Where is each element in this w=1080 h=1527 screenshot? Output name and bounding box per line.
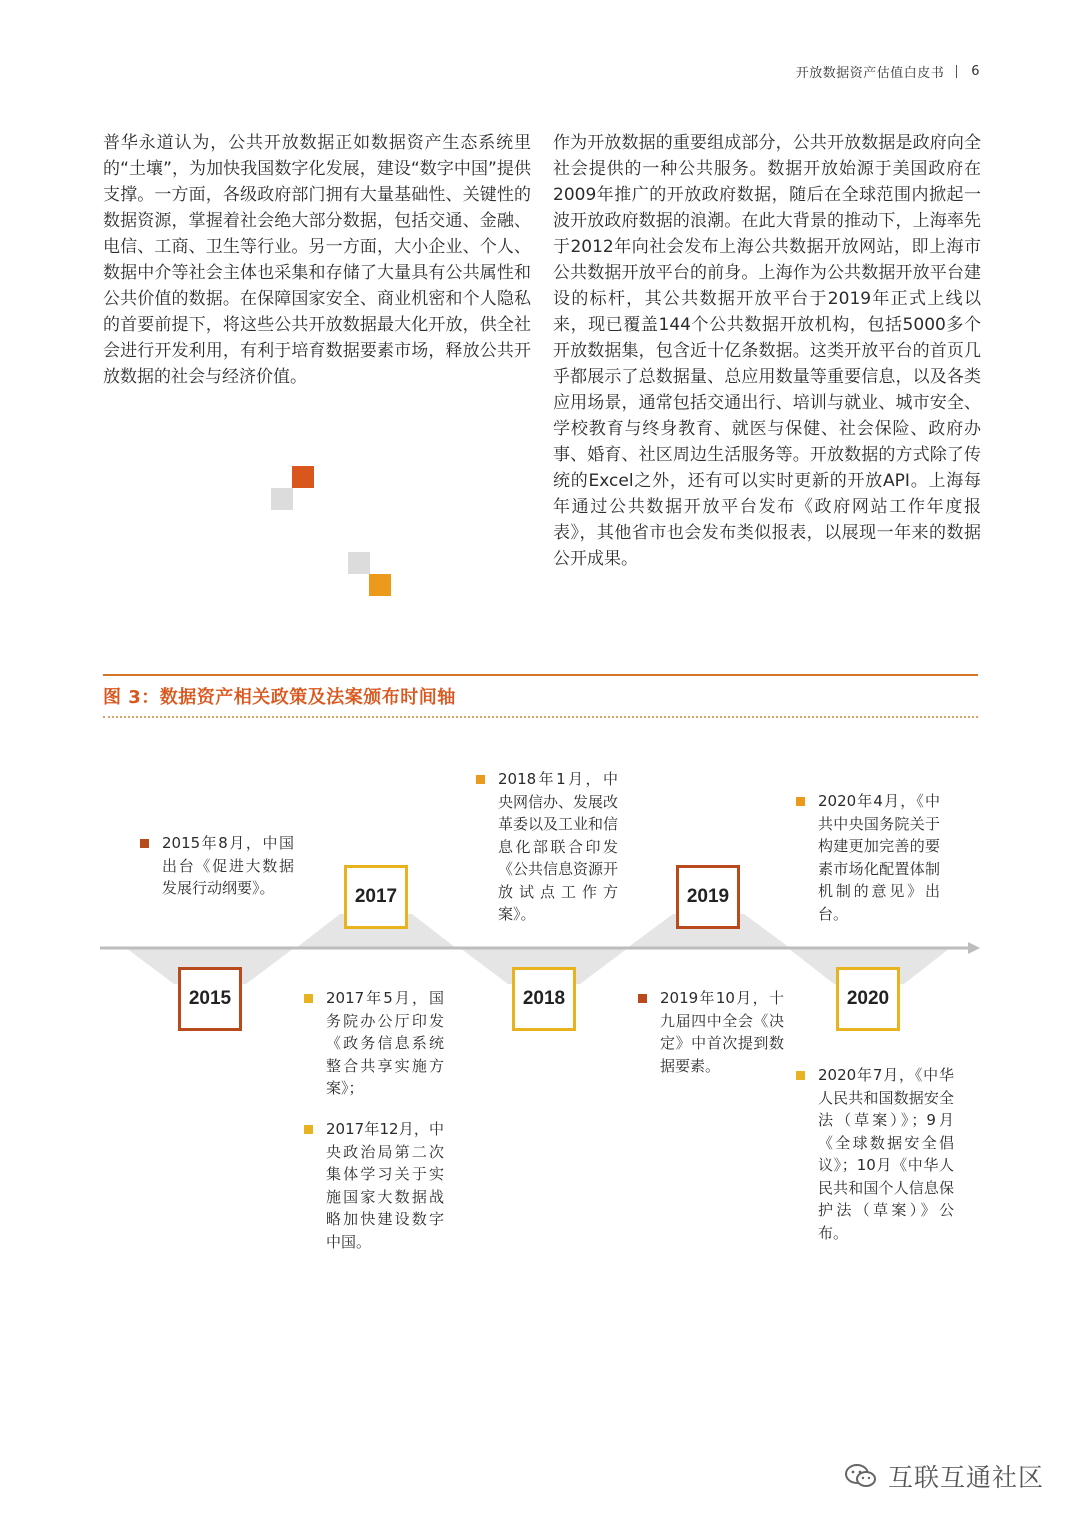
- timeline-arrowhead: [968, 942, 980, 954]
- event-text: 2015年8月，中国出台《促进大数据发展行动纲要》。: [162, 834, 294, 897]
- left-paragraph: 普华永道认为，公共开放数据正如数据资产生态系统里的“土壤”，为加快我国数字化发展，建设“数字中国”提供支撑。一方面，各级政府部门拥有大量基础性、关键性的数据资源，掌握着社会绝大部分数据，包括交通、金融、电信、工商、卫生等行业。另一方面，大小企业、个人、数据中介等社会主体也采集和存储了大量具有公共属性和公共价值的数据。在保障国家安全、商业机密和个人隐私的首要前提下，将这些公共开放数据最大化开放，供全社会进行开发利用，有利于培育数据要素市场，释放公共开放数据的社会与经济价值。: [103, 133, 531, 387]
- bullet-icon: [140, 839, 149, 848]
- event-2015-08: [162, 832, 294, 900]
- year-box-2018: 2018: [512, 967, 576, 1031]
- event-text: 2017年12月，中央政治局第二次集体学习关于实施国家大数据战略加快建设数字中国。: [326, 1120, 444, 1251]
- year-box-2017: 2017: [344, 865, 408, 929]
- bullet-icon: [796, 1071, 805, 1080]
- event-text: 2019年10月，十九届四中全会《决定》中首次提到数据要素。: [660, 989, 784, 1075]
- event-2017-12: [326, 1118, 444, 1253]
- figure-title: 图 3：数据资产相关政策及法案颁布时间轴: [103, 687, 456, 708]
- bullet-icon: [796, 797, 805, 806]
- page-number: 6: [971, 64, 980, 79]
- event-text: 2018年1月，中央网信办、发展改革委以及工业和信息化部联合印发《公共信息资源开放试点工作方案》。: [498, 770, 619, 923]
- right-paragraph: 作为开放数据的重要组成部分，公共开放数据是政府向全社会提供的一种公共服务。数据开放始源于美国政府在2009年推广的开放政府数据，随后在全球范围内掀起一波开放政府数据的浪潮。在此大背景的推动下，上海率先于2012年向社会发布上海公共数据开放网站，即上海市公共数据开放平台的前身。上海作为公共数据开放平台建设的标杆，其公共数据开放平台于2019年正式上线以来，现已覆盖144个公共数据开放机构，包括5000多个开放数据集，包含近十亿条数据。这类开放平台的首页几乎都展示了总数据量、总应用数量等重要信息，以及各类应用场景，通常包括交通出行、培训与就业、城市安全、学校教育与终身教育、就医与保健、社会保险、政府办事、婚育、社区周边生活服务等。开放数据的方式除了传统的Excel之外，还有可以实时更新的开放API。上海每年通过公共数据开放平台发布《政府网站工作年度报表》，其他省市也会发布类似报表，以展现一年来的数据公开成果。: [553, 133, 981, 569]
- event-2018-01: [498, 768, 618, 926]
- event-text: 2020年4月，《中共中央国务院关于构建更加完善的要素市场化配置体制机制的意见》出台。: [818, 792, 940, 923]
- year-box-2020: 2020: [836, 967, 900, 1031]
- event-2020-07: [818, 1064, 954, 1244]
- bullet-icon: [476, 775, 485, 784]
- bullet-icon: [304, 994, 313, 1003]
- bullet-icon: [304, 1125, 313, 1134]
- watermark: [844, 1458, 1044, 1494]
- event-2017-05: [326, 987, 444, 1100]
- event-2019-10: [660, 987, 784, 1077]
- event-text: 2017年5月，国务院办公厅印发《政务信息系统整合共享实施方案》；: [326, 989, 444, 1097]
- year-box-2019: 2019: [676, 865, 740, 929]
- document-title: 开放数据资产估值白皮书: [795, 66, 945, 81]
- wechat-icon: [844, 1463, 878, 1489]
- watermark-text: 互联互通社区: [887, 1463, 1044, 1492]
- event-text: 2020年7月，《中华人民共和国数据安全法（草案）》；9月《全球数据安全倡议》；10月《中华人民共和国个人信息保护法（草案）》公布。: [818, 1066, 954, 1242]
- event-2020-04: [818, 790, 940, 925]
- year-box-2015: 2015: [178, 967, 242, 1031]
- bullet-icon: [638, 994, 647, 1003]
